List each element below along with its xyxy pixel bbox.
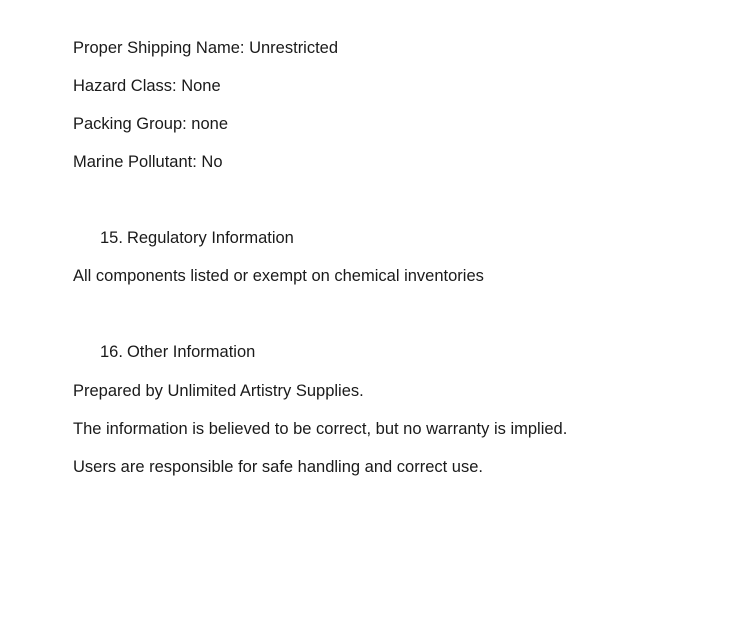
section-15-body: All components listed or exempt on chemical inventories <box>73 267 484 285</box>
proper-shipping-name: Proper Shipping Name: Unrestricted <box>73 39 339 57</box>
section-15-heading <box>100 228 294 248</box>
section-16-number: 16. <box>100 343 123 361</box>
packing-group: Packing Group: none <box>73 115 229 133</box>
hazard-class: Hazard Class: None <box>73 77 221 95</box>
marine-pollutant: Marine Pollutant: No <box>73 153 223 171</box>
section-15-title: Regulatory Information <box>126 229 294 247</box>
section-16-heading <box>100 342 255 362</box>
section-15-number: 15. <box>100 229 123 247</box>
prepared-by-line: Prepared by Unlimited Artistry Supplies. <box>73 382 364 400</box>
responsibility-line: Users are responsible for safe handling and correct use. <box>73 458 483 476</box>
section-16-title: Other Information <box>126 343 256 361</box>
warranty-line: The information is believed to be correct, but no warranty is implied. <box>73 420 568 438</box>
